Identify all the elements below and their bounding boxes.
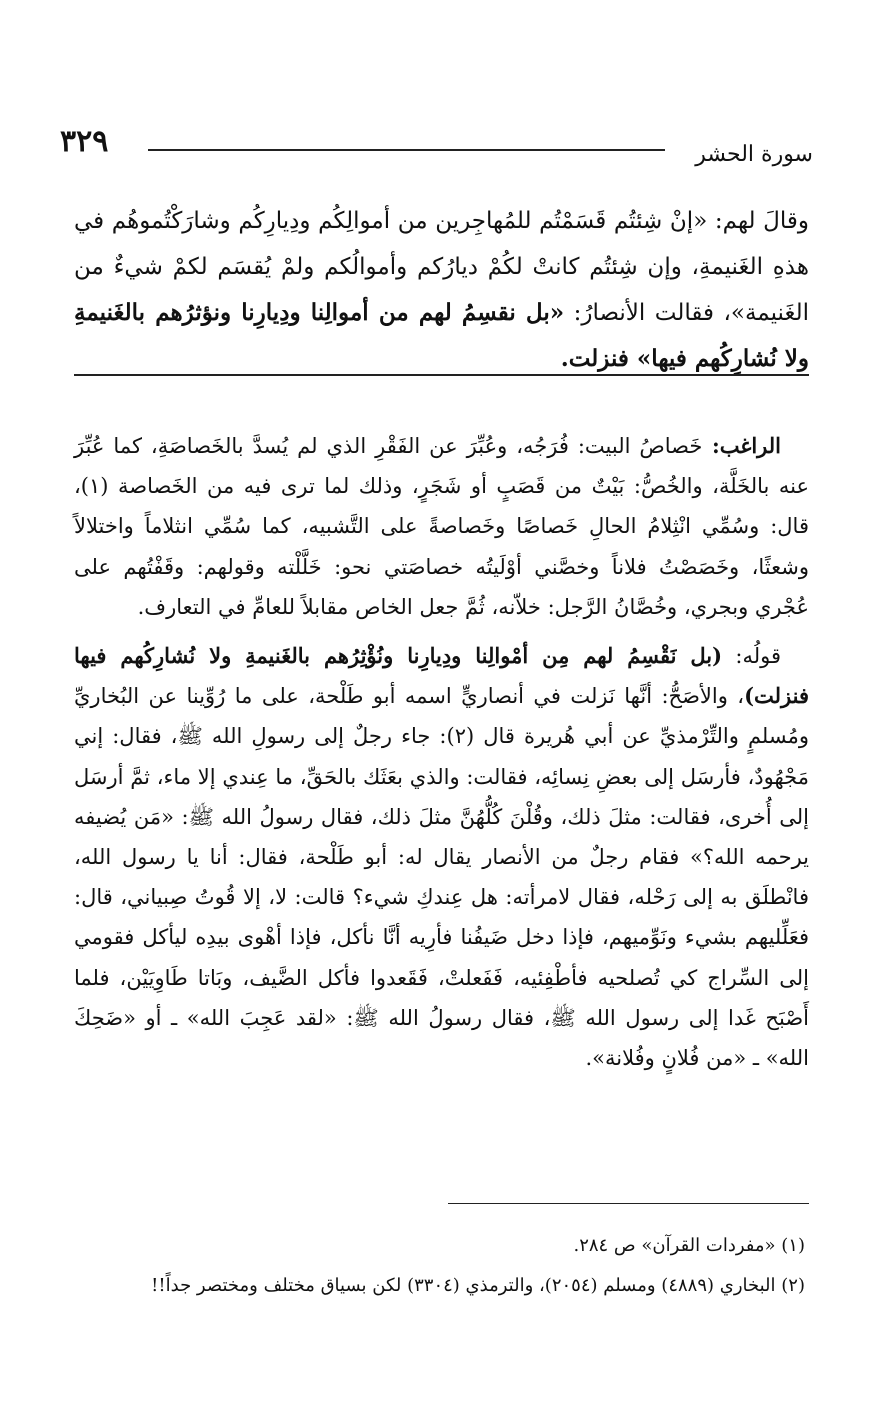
commentary-quote: (بل نَقْسِمُ لهم مِن أمْوالِنا ودِيارِنا ونُؤْثِرُهم بالغَنيمةِ ولا نُشارِكُهم فيها فنزلت) [74,643,809,709]
commentary-text: خَصاصُ البيت: فُرَجُه، وعُبِّرَ عن الفَقْرِ الذي لم يُسدَّ بالخَصاصَةِ، كما عُبِّرَ عنه بالخَلَّة، والخُصُّ: بَيْتٌ من قَصَبٍ أو شَجَرٍ، وذلك لما ترى فيه من الخَصاصة (١)، قال: وسُمِّي انْثِلامُ الحالِ خَصاصًا وخَصاصةً على التَّشبيه، كما سُمِّي انثلاماً واختلالاً وشعثًا، وخَصَصْتُ فلاناً وخصَّني أوْلَيتُه خصاصَتي نحو: خَلَّلْته وقولهم: وقَفْتُهم على عُجْري وبجري، وخُصَّانُ الرَّجل: خلاّنه، ثُمَّ جعل الخاص مقابلاً للعامِّ في التعارف. [74,434,809,619]
header-rule [148,149,665,151]
main-text-quote: «بل نقسِمُ لهم من أموالِنا ودِيارِنا ونؤثرُهم بالغَنيمةِ ولا نُشارِكُهم فيها» فنزلت. [74,299,809,372]
commentary-label: الراغب: [702,433,781,458]
page-number: ٣٢٩ [60,124,109,159]
page-header [60,124,813,174]
footnote-2: (٢) البخاري (٤٨٨٩) ومسلم (٢٠٥٤)، والترمذي (٣٣٠٤) لكن بسياق مختلف ومختصر جداً!! [151,1275,805,1296]
main-text [74,198,809,382]
footnote-divider [448,1203,809,1204]
footnotes [74,1226,809,1306]
commentary-intro: قولُه: [722,644,782,669]
running-head: سورة الحشر [695,142,813,167]
main-text-intro: وقالَ لهم: «إنْ شِئتُم قَسَمْتُم للمُهاجِرين من أموالِكُم ودِيارِكُم وشارَكْتُموهُم في هذهِ الغَنيمةِ، وإن شِئتُم كانتْ لكُمْ ديارُكم وأموالُكم ولمْ يُقسَم لكمْ شيءٌ من الغَنيمة»، فقالت الأنصارُ: [74,208,809,326]
section-divider [74,374,809,376]
footnote-1: (١) «مفردات القرآن» ص ٢٨٤. [573,1235,805,1256]
commentary-paragraph [74,636,809,1078]
commentary [74,426,809,1078]
commentary-text: ، والأصَحُّ: أنَّها نَزلت في أنصاريٍّ اسمه أبو طَلْحة، على ما رُوِّينا عن البُخاريِّ ومُسلمٍ والتِّرْمذيِّ عن أبي هُريرة قال (٢): جاء رجلٌ إلى رسولِ الله ﷺ، فقال: إني مَجْهُودٌ، فأرسَل إلى بعضِ نِسائِه، فقالت: والذي بعَثَك بالحَقِّ، ما عِندي إلا ماء، ثمَّ أرسَل إلى أُخرى، فقالت: مثلَ ذلك، وقُلْنَ كُلُّهُنَّ مثلَ ذلك، فقال رسولُ الله ﷺ: «مَن يُضيفه يرحمه الله؟» فقام رجلٌ من الأنصار يقال له: أبو طَلْحة، فقال: أنا يا رسول الله، فانْطلَق به إلى رَحْله، فقال لامرأته: هل عِندكِ شيء؟ قالت: لا، إلا قُوتُ صِبياني، قال: فعَلِّليهم بشيء ونَوِّميهم، فإذا دخل ضَيفُنا فأرِيه أنَّا نأكل، فإذا أهْوى بيدِه ليأكل فقومي إلى السِّراج كي تُصلحيه فأطْفِئيه، فَفَعلتْ، فَقَعدوا فأكل الضَّيف، وبَاتا طَاوِيَيْن، فلما أَصْبَح غَدا إلى رسول الله ﷺ، فقال رسولُ الله ﷺ: «لقد عَجِبَ الله» ـ أو «ضَحِكَ الله» ـ «من فُلانٍ وفُلانة». [74,684,809,1071]
commentary-paragraph [74,426,809,627]
